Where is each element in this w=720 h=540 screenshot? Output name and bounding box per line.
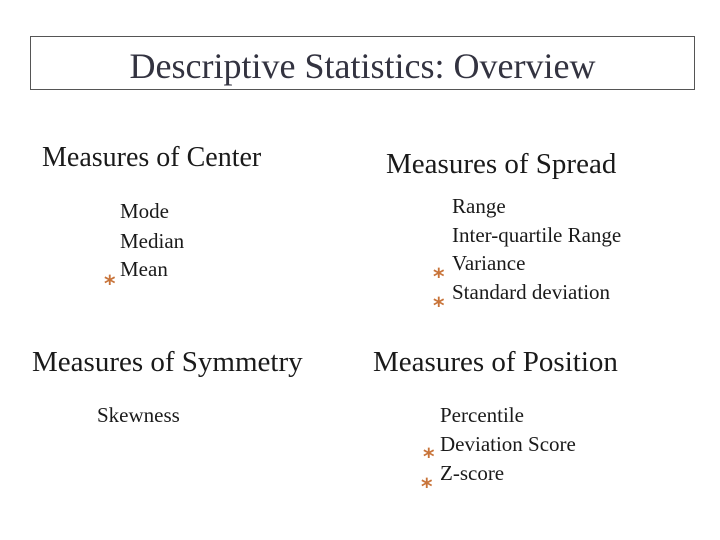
position-heading: Measures of Position [373,346,618,378]
sd-marker-icon: * [433,294,445,319]
center-heading: Measures of Center [42,142,262,173]
variance-marker-icon: * [433,265,445,290]
position-item-deviation: Deviation Score [440,432,576,456]
center-item-mode: Mode [120,199,169,223]
spread-item-range: Range [452,194,506,218]
spread-item-sd: Standard deviation [452,280,611,304]
page-title: Descriptive Statistics: Overview [129,46,596,86]
position-item-percentile: Percentile [440,403,524,427]
spread-heading: Measures of Spread [386,148,617,180]
symmetry-item-skewness: Skewness [97,403,180,427]
spread-item-variance: Variance [452,251,526,275]
center-item-median: Median [120,229,185,253]
position-item-zscore: Z-score [440,461,505,485]
center-item-mean: Mean [120,257,168,281]
title-box [30,36,695,90]
deviation-marker-icon: * [423,445,435,470]
mean-marker-icon: * [104,272,116,297]
zscore-marker-icon: * [421,475,433,500]
spread-item-iqr: Inter-quartile Range [452,223,622,247]
symmetry-heading: Measures of Symmetry [32,346,303,378]
